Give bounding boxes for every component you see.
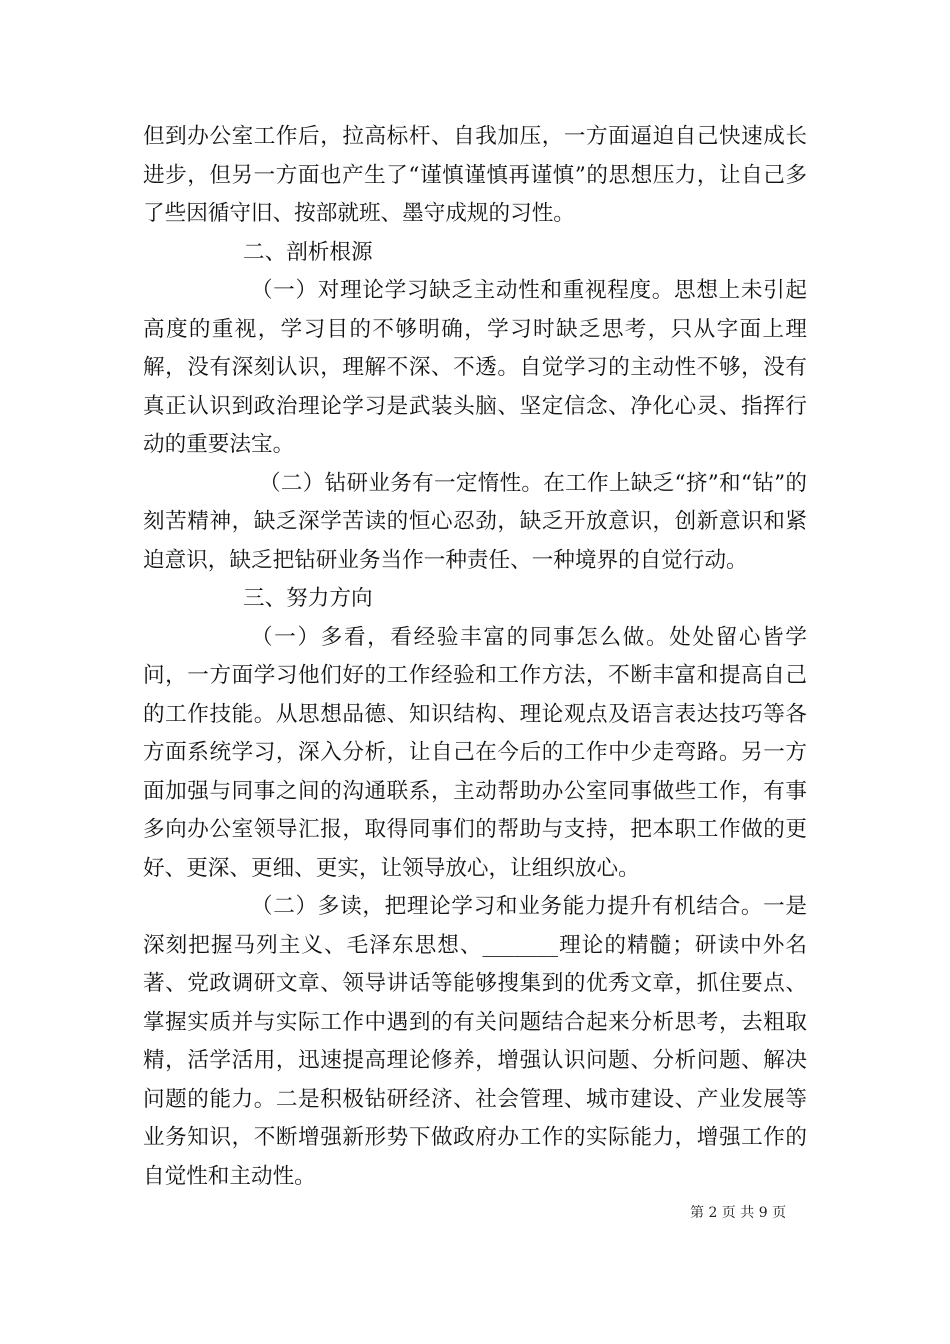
document-body <box>143 118 807 1196</box>
paragraph-direction-read: （二）多读，把理论学习和业务能力提升有机结合。一是深刻把握马列主义、毛泽东思想、_______理论的精髓；研读中外名著、党政调研文章、领导讲话等能够搜集到的优秀文章，抓住要点、掌握实质并与实际工作中遇到的有关问题结合起来分析思考，去粗取精，活学活用，迅速提高理论修养，增强认识问题、分析问题、解决问题的能力。二是积极钻研经济、社会管理、城市建设、产业发展等业务知识，不断增强新形势下做政府办工作的实际能力，增强工作的自觉性和主动性。 <box>143 894 807 1189</box>
paragraph-direction-look: （一）多看，看经验丰富的同事怎么做。处处留心皆学问，一方面学习他们好的工作经验和工作方法，不断丰富和提高自己的工作技能。从思想品德、知识结构、理论观点及语言表达技巧等各方面系统学习，深入分析，让自己在今后的工作中少走弯路。另一方面加强与同事之间的沟通联系，主动帮助办公室同事做些工作，有事多向办公室领导汇报，取得同事们的帮助与支持，把本职工作做的更好、更深、更细、更实，让领导放心，让组织放心。 <box>143 624 807 881</box>
section-heading-direction: 三、努力方向 <box>243 586 373 611</box>
section-heading-analysis: 二、剖析根源 <box>243 239 373 265</box>
paragraph-analysis-theory: （一）对理论学习缺乏主动性和重视程度。思想上未引起高度的重视，学习目的不够明确，学习时缺乏思考，只从字面上理解，没有深刻认识，理解不深、不透。自觉学习的主动性不够，没有真正认识到政治理论学习是武装头脑、坚定信念、净化心灵、指挥行动的重要法宝。 <box>143 278 807 457</box>
page-number-footer: 第 2 页 共 9 页 <box>690 1205 787 1221</box>
paragraph-continued: 但到办公室工作后，拉高标杆、自我加压，一方面逼迫自己快速成长进步，但另一方面也产生了“谨慎谨慎再谨慎”的思想压力，让自己多了些因循守旧、按部就班、墨守成规的习性。 <box>143 124 807 226</box>
paragraph-analysis-business: （二）钻研业务有一定惰性。在工作上缺乏“挤”和“钻”的刻苦精神，缺乏深学苦读的恒心忍劲，缺乏开放意识，创新意识和紧迫意识，缺乏把钻研业务当作一种责任、一种境界的自觉行动。 <box>143 470 807 573</box>
